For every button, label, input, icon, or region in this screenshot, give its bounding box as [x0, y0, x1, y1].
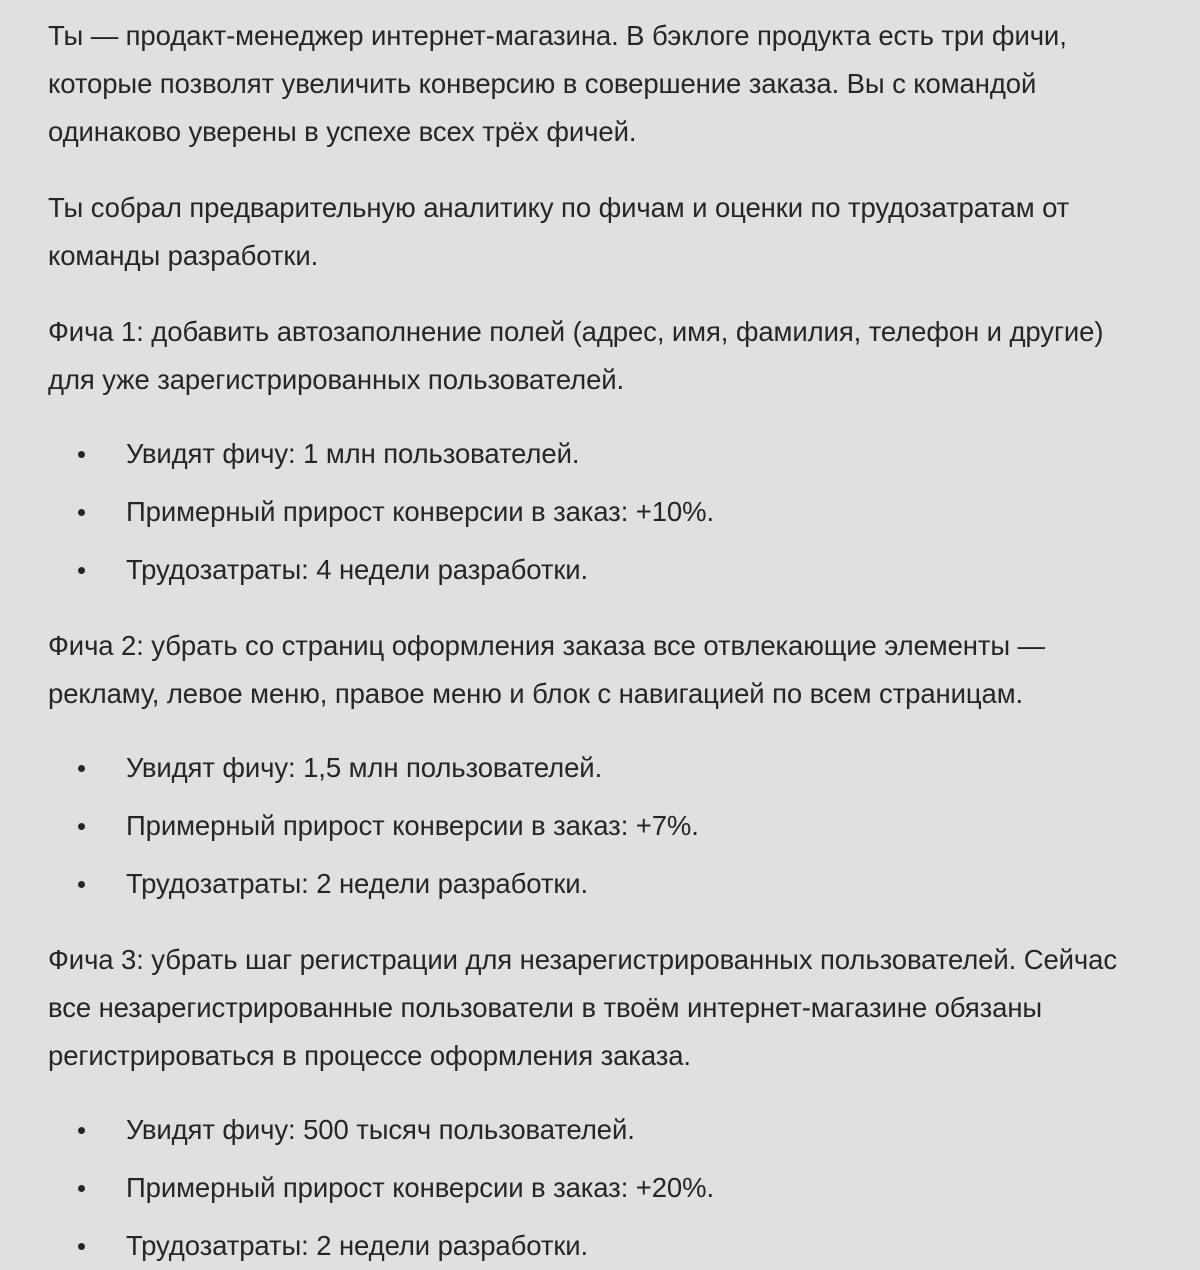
bullet-icon: [78, 1243, 85, 1250]
bullet-icon: [78, 823, 85, 830]
bullet-icon: [78, 881, 85, 888]
list-item: [48, 1222, 1155, 1270]
list-item-label: Примерный прирост конверсии в заказ: +20%.: [126, 1172, 715, 1203]
bullet-icon: [78, 509, 85, 516]
list-item-label: Увидят фичу: 500 тысяч пользователей.: [126, 1114, 635, 1145]
feature-2-heading: Фича 2: убрать со страниц оформления заказа все отвлекающие элементы — рекламу, левое меню, правое меню и блок с навигацией по всем страницам.: [48, 630, 1045, 709]
list-item-label: Трудозатраты: 2 недели разработки.: [126, 1230, 589, 1261]
list-item: [48, 860, 1155, 908]
list-item-label: Примерный прирост конверсии в заказ: +7%.: [126, 810, 699, 841]
list-item: [48, 802, 1155, 850]
bullet-icon: [78, 765, 85, 772]
feature-2-bullet-list: [48, 744, 1155, 908]
feature-3-bullet-list: [48, 1106, 1155, 1270]
bullet-icon: [78, 451, 85, 458]
feature-1-heading: Фича 1: добавить автозаполнение полей (адрес, имя, фамилия, телефон и другие) для уже зарегистрированных пользователей.: [48, 316, 1104, 395]
bullet-icon: [78, 1127, 85, 1134]
list-item: [48, 430, 1155, 478]
intro-paragraph-1: Ты — продакт-менеджер интернет-магазина. В бэклоге продукта есть три фичи, которые позволят увеличить конверсию в совершение заказа. Вы с командой одинаково уверены в успехе всех трёх фичей.: [48, 20, 1067, 147]
intro-paragraph-2: Ты собрал предварительную аналитику по фичам и оценки по трудозатратам от команды разработки.: [48, 192, 1070, 271]
list-item-label: Трудозатраты: 2 недели разработки.: [126, 868, 589, 899]
bullet-icon: [78, 1185, 85, 1192]
list-item: [48, 1106, 1155, 1154]
list-item: [48, 1164, 1155, 1212]
list-item: [48, 744, 1155, 792]
list-item-label: Увидят фичу: 1,5 млн пользователей.: [126, 752, 603, 783]
feature-1-bullet-list: [48, 430, 1155, 594]
list-item-label: Примерный прирост конверсии в заказ: +10%.: [126, 496, 715, 527]
list-item: [48, 488, 1155, 536]
list-item: [48, 546, 1155, 594]
list-item-label: Увидят фичу: 1 млн пользователей.: [126, 438, 580, 469]
list-item-label: Трудозатраты: 4 недели разработки.: [126, 554, 589, 585]
feature-3-heading: Фича 3: убрать шаг регистрации для незарегистрированных пользователей. Сейчас все незарегистрированные пользователи в твоём интернет-магазине обязаны регистрироваться в процессе оформления заказа.: [48, 944, 1117, 1071]
bullet-icon: [78, 567, 85, 574]
